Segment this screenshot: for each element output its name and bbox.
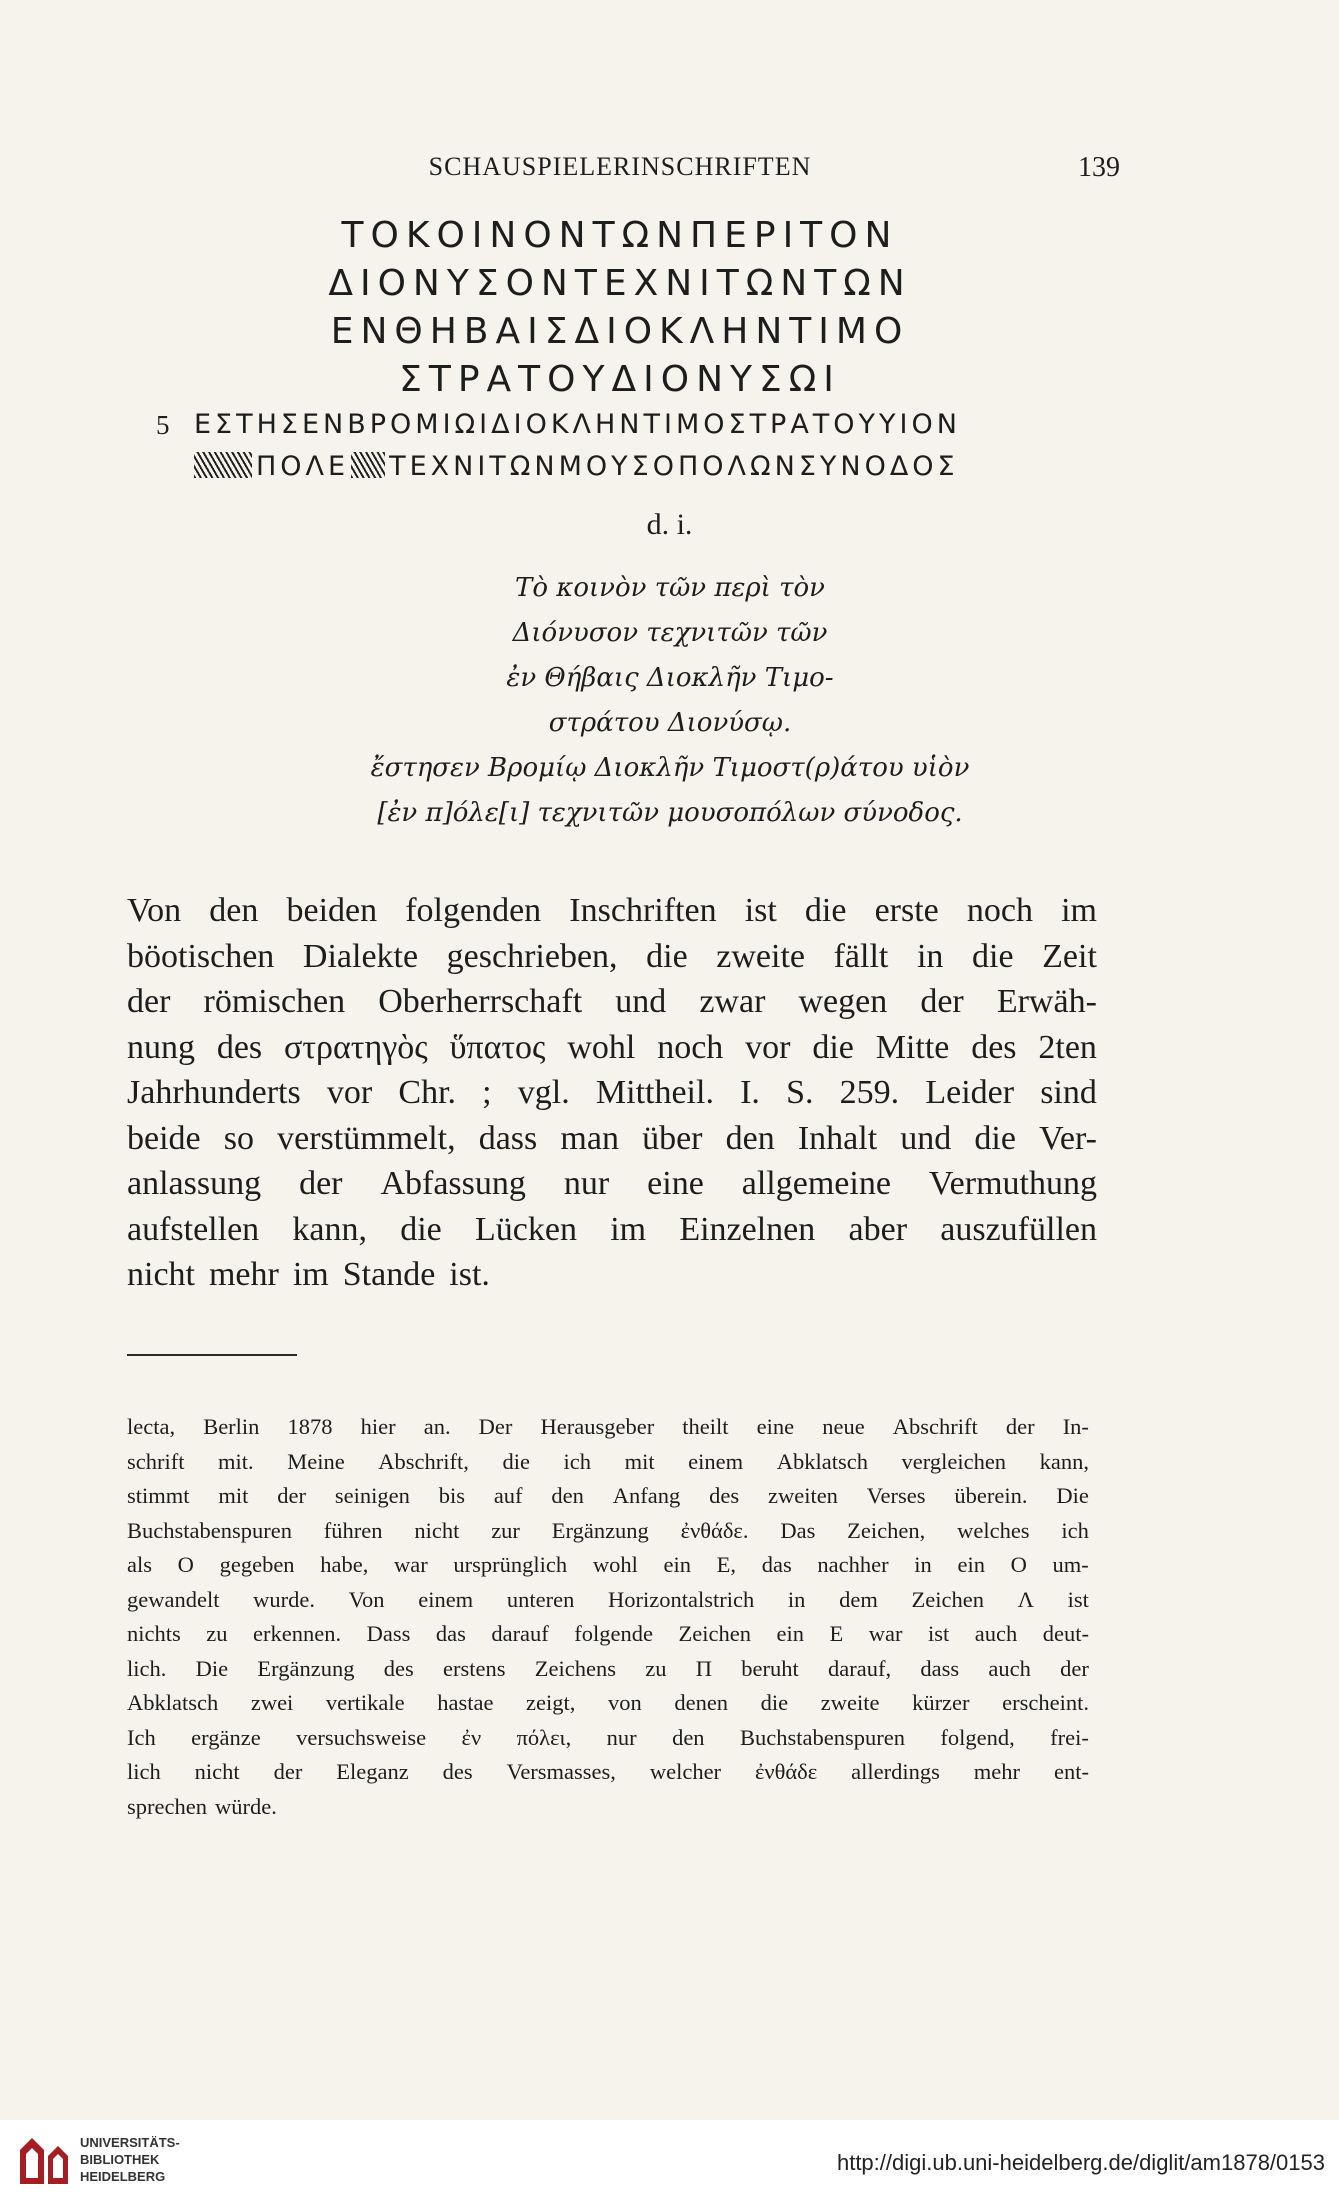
- footer-bar: [0, 2120, 1339, 2200]
- word: Ergänzung: [551, 1517, 649, 1543]
- word: wurde.: [253, 1586, 315, 1612]
- word: deut-: [1042, 1621, 1089, 1646]
- word: seinigen: [334, 1483, 410, 1508]
- word: wohl: [567, 1028, 636, 1066]
- word: auch: [988, 1655, 1031, 1681]
- word: neue: [822, 1414, 865, 1439]
- word: ursprünglich: [453, 1552, 568, 1577]
- word: lich: [127, 1759, 161, 1784]
- word: Chr.: [398, 1074, 457, 1111]
- word: der: [1005, 1414, 1035, 1439]
- word: Inschriften: [569, 892, 717, 929]
- word: auf: [493, 1483, 523, 1508]
- word: mehr: [973, 1759, 1021, 1784]
- word: Jahrhunderts: [127, 1074, 301, 1111]
- word: Von: [348, 1586, 385, 1612]
- lacuna-hatching: [351, 452, 385, 478]
- body-paragraph: [127, 888, 1097, 1298]
- word: Buchstabenspuren: [739, 1724, 905, 1750]
- word: welches: [957, 1517, 1030, 1543]
- word: folgend,: [940, 1724, 1015, 1750]
- word: Abschrift: [892, 1414, 978, 1439]
- lacuna-hatching: [194, 452, 252, 478]
- word: allgemeine: [741, 1165, 891, 1202]
- word: der: [1060, 1655, 1089, 1681]
- word: der: [299, 1165, 343, 1202]
- word: böotischen: [127, 937, 275, 975]
- word: Π: [695, 1655, 712, 1681]
- word: wegen: [798, 983, 888, 1020]
- word: E,: [716, 1552, 737, 1577]
- running-title: SCHAUSPIELERINSCHRIFTEN: [428, 152, 812, 181]
- word: Von: [127, 892, 182, 929]
- word: noch: [657, 1028, 724, 1066]
- word: den: [725, 1119, 775, 1157]
- word: mit: [624, 1448, 655, 1474]
- word: vor: [326, 1074, 373, 1111]
- body-line: [127, 1207, 1097, 1253]
- footnote-line: [127, 1755, 1089, 1790]
- word: beruht: [741, 1655, 799, 1681]
- footnote-rule: [127, 1354, 297, 1356]
- word: Der: [478, 1414, 513, 1439]
- footnote-line: [127, 1652, 1089, 1687]
- word: beiden: [286, 892, 378, 929]
- word: des: [383, 1655, 414, 1681]
- word: darauf: [491, 1621, 549, 1646]
- word: ich: [1061, 1517, 1089, 1543]
- word: O: [177, 1552, 194, 1577]
- inscription-line: ΤΟΚΟΙΝΟΝΤΩΝΠΕΡΙΤΟΝ: [341, 215, 899, 256]
- word: Lücken: [475, 1210, 577, 1248]
- word: Ver-: [1039, 1119, 1097, 1157]
- word: ἐν: [461, 1724, 482, 1750]
- word: nur: [563, 1165, 610, 1202]
- word: erste: [874, 892, 939, 929]
- word: πόλει,: [516, 1724, 572, 1750]
- word: über: [642, 1119, 703, 1157]
- word: Erwäh-: [996, 983, 1097, 1020]
- word: an.: [423, 1414, 451, 1439]
- word: zwei: [250, 1690, 294, 1715]
- permalink-url[interactable]: http://digi.ub.uni-heidelberg.de/diglit/am1878/0153: [836, 2150, 1325, 2175]
- word: Versmasses,: [506, 1759, 616, 1784]
- library-name-line: UNIVERSITÄTS-: [80, 2135, 180, 2150]
- word: ;: [482, 1074, 492, 1111]
- word: einem: [418, 1586, 474, 1612]
- word: nung: [127, 1028, 195, 1066]
- word: zweiten: [767, 1483, 838, 1508]
- word: nicht: [414, 1517, 460, 1543]
- footnote-line: [127, 1548, 1089, 1583]
- word: kürzer: [912, 1690, 970, 1715]
- word: zwar: [699, 983, 766, 1020]
- word: Zeichens: [534, 1655, 616, 1681]
- body-line: [127, 1025, 1097, 1071]
- word: Zeichen: [911, 1586, 984, 1612]
- inscription-fragment: ΠΟΛΕ: [256, 451, 350, 482]
- word: den: [672, 1724, 705, 1750]
- word: die: [974, 1119, 1016, 1157]
- word: römischen: [203, 983, 346, 1020]
- line-number: 5: [156, 410, 170, 440]
- inscription-block: [150, 212, 1090, 488]
- word: dass: [920, 1655, 960, 1681]
- word: das: [435, 1621, 466, 1646]
- word: nachher: [817, 1552, 889, 1577]
- library-name: [80, 2134, 180, 2185]
- word: die: [646, 937, 688, 975]
- inscription-line-text: [150, 451, 959, 482]
- word: In-: [1062, 1414, 1089, 1439]
- word: die: [502, 1448, 530, 1474]
- word: O: [1010, 1552, 1027, 1577]
- word: S.: [786, 1074, 814, 1111]
- word: lecta,: [127, 1414, 176, 1439]
- word: nur: [606, 1724, 637, 1750]
- word: der: [273, 1759, 303, 1784]
- word: aber: [848, 1210, 908, 1248]
- word: dass: [478, 1119, 538, 1157]
- word: in: [914, 1552, 932, 1577]
- body-line: [127, 1161, 1097, 1207]
- word: ergänze: [191, 1724, 261, 1750]
- word: noch: [966, 892, 1033, 929]
- transcription-line: ἔστησεν Βρομίῳ Διοκλῆν Τιμοστ(ρ)άτου υἱὸν: [370, 753, 970, 783]
- word: eine: [756, 1414, 795, 1439]
- word: Verses: [866, 1483, 926, 1508]
- word: ἐνθάδε.: [680, 1517, 749, 1543]
- word: ich: [563, 1448, 592, 1474]
- word: Zeichen: [678, 1621, 751, 1646]
- word: von: [607, 1690, 642, 1715]
- word: ein: [663, 1552, 691, 1577]
- word: um-: [1052, 1552, 1089, 1577]
- word: schrift: [127, 1448, 185, 1474]
- word: Einzelnen: [679, 1210, 816, 1248]
- word: 1878: [287, 1414, 333, 1439]
- word: mit.: [218, 1448, 254, 1474]
- word: bis: [438, 1483, 465, 1508]
- word: überein.: [954, 1483, 1028, 1508]
- word: verstümmelt,: [277, 1119, 456, 1157]
- word: Dialekte: [302, 937, 419, 975]
- inscription-line: ΕΝΘΗΒΑΙΣΔΙΟΚΛΗΝΤΙΜΟ: [330, 311, 910, 352]
- word: allerdings: [851, 1759, 940, 1784]
- word: Anfang: [612, 1483, 681, 1508]
- word: folgende: [574, 1621, 654, 1646]
- word: Abschrift,: [378, 1448, 469, 1474]
- word: versuchsweise: [296, 1724, 427, 1750]
- word: denen: [674, 1690, 729, 1715]
- word: zeigt,: [526, 1690, 576, 1715]
- word: würde.: [214, 1793, 277, 1819]
- word: wohl: [592, 1552, 638, 1577]
- word: Eleganz: [336, 1759, 409, 1784]
- word: in: [916, 937, 944, 975]
- word: Mitte: [875, 1028, 950, 1066]
- word: des: [709, 1483, 740, 1508]
- word: unteren: [506, 1586, 575, 1612]
- word: sind: [1040, 1074, 1097, 1111]
- word: 2ten: [1038, 1028, 1097, 1066]
- word: Abfassung: [380, 1165, 526, 1202]
- word: gegeben: [219, 1552, 295, 1577]
- word: Zeit: [1042, 937, 1097, 975]
- word: Herausgeber: [540, 1414, 655, 1439]
- word: des: [442, 1759, 473, 1784]
- word: mehr: [208, 1256, 279, 1293]
- word: Abklatsch: [776, 1448, 868, 1474]
- word: kann,: [292, 1210, 367, 1248]
- word: welcher: [649, 1759, 722, 1784]
- word: zu: [206, 1621, 228, 1646]
- word: erkennen.: [253, 1621, 342, 1646]
- word: führen: [323, 1517, 383, 1543]
- word: zu: [645, 1655, 667, 1681]
- word: Berlin: [203, 1414, 260, 1439]
- word: Mittheil.: [595, 1074, 714, 1111]
- footnote-line: [127, 1410, 1089, 1445]
- word: nicht: [127, 1256, 195, 1293]
- word: und: [615, 983, 667, 1020]
- word: im: [1061, 892, 1097, 929]
- word: Die: [1056, 1483, 1089, 1508]
- word: sprechen: [127, 1793, 207, 1819]
- footnote-line: [127, 1686, 1089, 1721]
- word: hier: [360, 1414, 396, 1439]
- word: ist.: [449, 1256, 490, 1293]
- word: ist: [744, 892, 777, 929]
- word: 259.: [839, 1074, 900, 1111]
- word: gewandelt: [127, 1586, 220, 1612]
- inscription-fragment: ΤΕΧΝΙΤΩΝΜΟΥΣΟΠΟΛΩΝΣΥΝΟΔΟΣ: [389, 451, 959, 482]
- word: Leider: [925, 1074, 1015, 1111]
- greek-transcription: [200, 566, 1140, 836]
- word: im: [610, 1210, 647, 1248]
- word: I.: [740, 1074, 760, 1111]
- word: Vermuthung: [928, 1165, 1097, 1202]
- library-name-line: HEIDELBERG: [80, 2169, 166, 2184]
- transcription-line: στράτου Διονύσῳ.: [548, 708, 792, 738]
- word: Das: [780, 1517, 816, 1543]
- word: die: [760, 1690, 789, 1715]
- word: Zeichen,: [847, 1517, 926, 1543]
- body-line: [127, 979, 1097, 1025]
- body-line: [127, 1070, 1097, 1116]
- word: E: [829, 1621, 844, 1646]
- footnote-line: [127, 1617, 1089, 1652]
- word: den: [551, 1483, 584, 1508]
- word: hastae: [437, 1690, 494, 1715]
- footnote-line: [127, 1790, 1089, 1825]
- word: folgenden: [405, 892, 542, 929]
- word: so: [223, 1119, 254, 1157]
- word: Meine: [287, 1448, 345, 1474]
- footnote-line: [127, 1445, 1089, 1480]
- word: anlassung: [127, 1165, 262, 1202]
- word: Stande: [342, 1256, 436, 1293]
- word: fällt: [833, 937, 889, 975]
- word: Ergänzung: [257, 1655, 355, 1681]
- footnote-line: [127, 1479, 1089, 1514]
- word: nichts: [127, 1621, 181, 1646]
- word: den: [209, 892, 259, 929]
- page-number: 139: [1078, 152, 1120, 183]
- running-head: [120, 152, 1120, 192]
- word: Die: [195, 1655, 229, 1681]
- word: einem: [688, 1448, 744, 1474]
- word: Inhalt: [797, 1119, 878, 1157]
- transcription-line: Διόνυσον τεχνιτῶν τῶν: [512, 618, 828, 648]
- word: des: [216, 1028, 263, 1066]
- body-line: [127, 934, 1097, 980]
- word: in: [787, 1586, 806, 1612]
- word: man: [560, 1119, 619, 1157]
- word: auch: [974, 1621, 1018, 1646]
- word: darauf,: [828, 1655, 892, 1681]
- word: die: [804, 892, 847, 929]
- word: Dass: [366, 1621, 411, 1646]
- footnote-line: [127, 1514, 1089, 1549]
- word: die: [972, 937, 1014, 975]
- body-line: [127, 1116, 1097, 1162]
- word: zur: [491, 1517, 520, 1543]
- word: lich.: [127, 1655, 167, 1681]
- inscription-line-5: [150, 404, 1090, 446]
- word: vergleichen: [901, 1448, 1007, 1474]
- footnote-line: [127, 1721, 1089, 1756]
- word: beide: [127, 1119, 201, 1157]
- word: ein: [957, 1552, 985, 1577]
- word: Ich: [127, 1724, 156, 1750]
- word: die: [812, 1028, 854, 1066]
- word: Λ: [1017, 1586, 1034, 1612]
- body-line: [127, 1252, 1097, 1298]
- di-label: d. i.: [646, 508, 693, 541]
- word: war: [394, 1552, 428, 1577]
- word: erscheint.: [1002, 1690, 1089, 1715]
- word: ent-: [1053, 1759, 1089, 1784]
- word: dem: [839, 1586, 878, 1612]
- university-library-logo: [14, 2132, 72, 2190]
- word: ἐνθάδε: [754, 1759, 818, 1784]
- inscription-line-text: ΕΣΤΗΣΕΝΒΡΟΜΙΩΙΔΙΟΚΛΗΝΤΙΜΟΣΤΡΑΤΟΥΥΙΟΝ: [194, 409, 961, 440]
- transcription-line: ἐν Θήβαις Διοκλῆν Τιμο-: [506, 663, 834, 693]
- word: Abklatsch: [127, 1690, 219, 1715]
- word: frei-: [1050, 1724, 1089, 1750]
- word: Oberherrschaft: [378, 983, 583, 1020]
- word: vgl.: [517, 1074, 570, 1111]
- word: der: [920, 983, 964, 1020]
- inscription-line: ΔΙΟΝΥΣΟΝΤΕΧΝΙΤΩΝΤΩΝ: [328, 263, 912, 304]
- footnote: [127, 1410, 1089, 1824]
- footnote-line: [127, 1583, 1089, 1618]
- word: auszufüllen: [940, 1210, 1097, 1248]
- word: eine: [647, 1165, 704, 1202]
- word: war: [868, 1621, 903, 1646]
- word: vertikale: [325, 1690, 405, 1715]
- word: stimmt: [127, 1483, 190, 1508]
- word: und: [900, 1119, 952, 1157]
- word: die: [400, 1210, 442, 1248]
- transcription-line: Τὸ κοινὸν τῶν περὶ τὸν: [515, 573, 825, 603]
- word: aufstellen: [127, 1210, 260, 1248]
- word: nicht: [194, 1759, 240, 1784]
- word: ist: [1067, 1586, 1089, 1612]
- word: vor: [745, 1028, 791, 1066]
- word: mit: [218, 1483, 249, 1508]
- word: ist: [927, 1621, 950, 1646]
- inscription-line: ΣΤΡΑΤΟΥΔΙΟΝΥΣΩΙ: [399, 359, 841, 400]
- word: zweite: [820, 1690, 880, 1715]
- word: habe,: [320, 1552, 369, 1577]
- word: der: [277, 1483, 306, 1508]
- word: der: [127, 983, 171, 1020]
- inscription-line-6: [150, 446, 1090, 488]
- word: Horizontalstrich: [608, 1586, 755, 1612]
- word: erstens: [443, 1655, 506, 1681]
- word: Buchstabenspuren: [127, 1517, 292, 1543]
- word: zweite: [716, 937, 805, 975]
- word: ὕπατος: [449, 1028, 546, 1066]
- word: kann,: [1039, 1448, 1089, 1474]
- transcription-line: [ἐν π]όλε[ι] τεχνιτῶν μουσοπόλων σύνοδος.: [377, 798, 963, 828]
- library-name-line: BIBLIOTHEK: [80, 2152, 160, 2167]
- body-line: [127, 888, 1097, 934]
- word: theilt: [682, 1414, 729, 1439]
- word: des: [971, 1028, 1017, 1066]
- word: das: [761, 1552, 792, 1577]
- word: στρατηγὸς: [284, 1028, 428, 1066]
- word: geschrieben,: [446, 937, 618, 975]
- word: ein: [776, 1621, 804, 1646]
- word: als: [127, 1552, 152, 1577]
- word: im: [292, 1256, 329, 1293]
